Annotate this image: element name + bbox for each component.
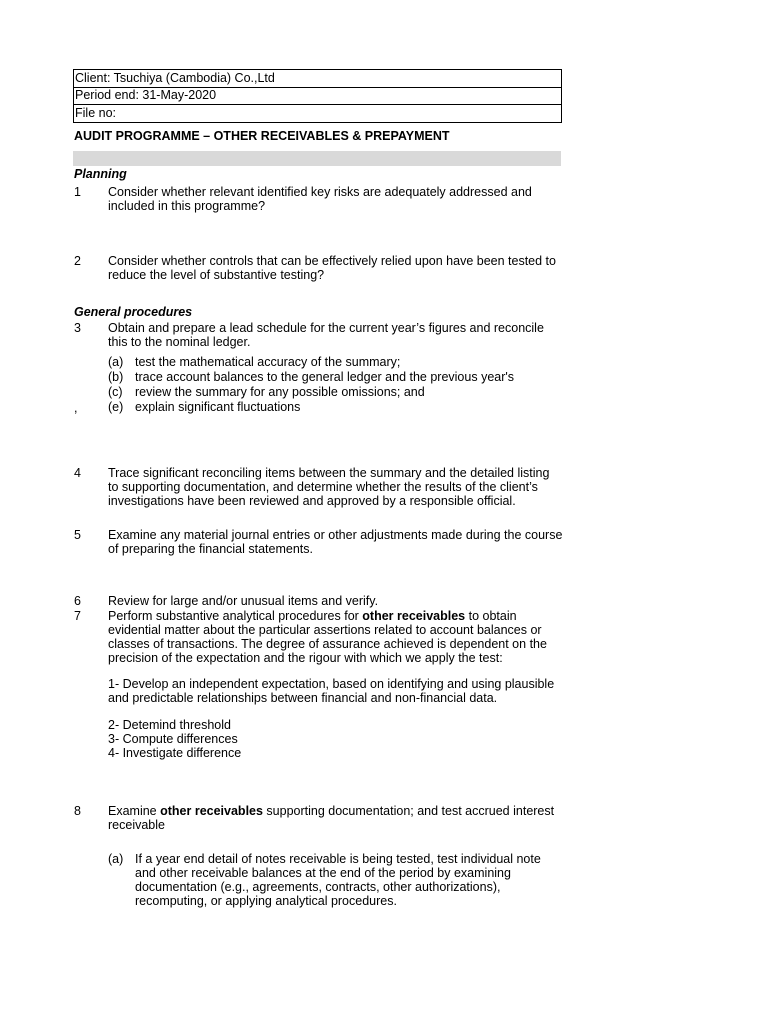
item-8-text-bold: other receivables (160, 804, 263, 818)
item-6-text: Review for large and/or unusual items and verify. (108, 594, 379, 608)
item-5-number: 5 (74, 528, 81, 542)
item-3-sub-b-text: trace account balances to the general ledger and the previous year's (135, 370, 515, 384)
item-3-sub-e-label: (e) (108, 400, 124, 414)
item-8-text (108, 804, 563, 832)
item-7-text-bold: other receivables (362, 609, 466, 623)
section-planning: Planning (74, 167, 127, 181)
item-2-text: Consider whether controls that can be effectively relied upon have been tested to reduce the level of substantive testing? (108, 254, 556, 282)
item-3-sub-c-label: (c) (108, 385, 123, 399)
item-7-step-2: 2- Detemind threshold (108, 718, 231, 732)
grey-divider-bar (73, 151, 561, 166)
item-7-text-pre: Perform substantive analytical procedures for (108, 609, 363, 623)
item-8-sub-a-text: If a year end detail of notes receivable is being tested, test individual note and other receivable balances at the end of the period by examining documentation (e.g., agreements, contracts, other authorizations), recomputing, or applying analytical procedures. (135, 852, 541, 908)
item-2-number: 2 (74, 254, 81, 268)
item-8-text-post: supporting documentation; and test accrued interest receivable (108, 804, 555, 832)
file-no-cell: File no: (73, 105, 562, 123)
item-3-sub-e-text: explain significant fluctuations (135, 400, 301, 414)
item-3-text: Obtain and prepare a lead schedule for the current year’s figures and reconcile this to the nominal ledger. (108, 321, 544, 349)
item-7-step-4: 4- Investigate difference (108, 746, 242, 760)
item-7-number: 7 (74, 609, 81, 623)
item-5-text: Examine any material journal entries or other adjustments made during the course of preparing the financial statements. (108, 528, 563, 556)
item-6-number: 6 (74, 594, 81, 608)
item-3-sub-b-label: (b) (108, 370, 124, 384)
page-title: AUDIT PROGRAMME – OTHER RECEIVABLES & PREPAYMENT (74, 129, 450, 143)
item-3-sub-c-text: review the summary for any possible omissions; and (135, 385, 425, 399)
item-7-text-post: to obtain evidential matter about the particular assertions related to account balances or classes of transactions. The degree of assurance achieved is dependent on the precision of the expectation and the rigour with which we apply the test: (108, 609, 547, 665)
client-cell: Client: Tsuchiya (Cambodia) Co.,Ltd (73, 69, 562, 88)
item-8-sub-a-label: (a) (108, 852, 124, 866)
item-1-number: 1 (74, 185, 81, 199)
period-end-cell: Period end: 31-May-2020 (73, 87, 562, 105)
stray-comma: , (74, 401, 78, 415)
item-4-number: 4 (74, 466, 81, 480)
item-1-text: Consider whether relevant identified key risks are adequately addressed and included in this programme? (108, 185, 532, 213)
item-7-step-3: 3- Compute differences (108, 732, 238, 746)
item-8-number: 8 (74, 804, 81, 818)
item-7-step-1: 1- Develop an independent expectation, based on identifying and using plausible and predictable relationships between financial and non-financial data. (108, 677, 555, 705)
item-8-text-pre: Examine (108, 804, 161, 818)
item-3-sub-a-label: (a) (108, 355, 124, 369)
section-general-procedures: General procedures (74, 305, 193, 319)
item-3-number: 3 (74, 321, 81, 335)
item-7-text (108, 609, 563, 665)
item-3-sub-a-text: test the mathematical accuracy of the summary; (135, 355, 401, 369)
item-4-text: Trace significant reconciling items between the summary and the detailed listing to supporting documentation, and determine whether the results of the client’s investigations have been reviewed and approved by a responsible official. (108, 466, 550, 508)
